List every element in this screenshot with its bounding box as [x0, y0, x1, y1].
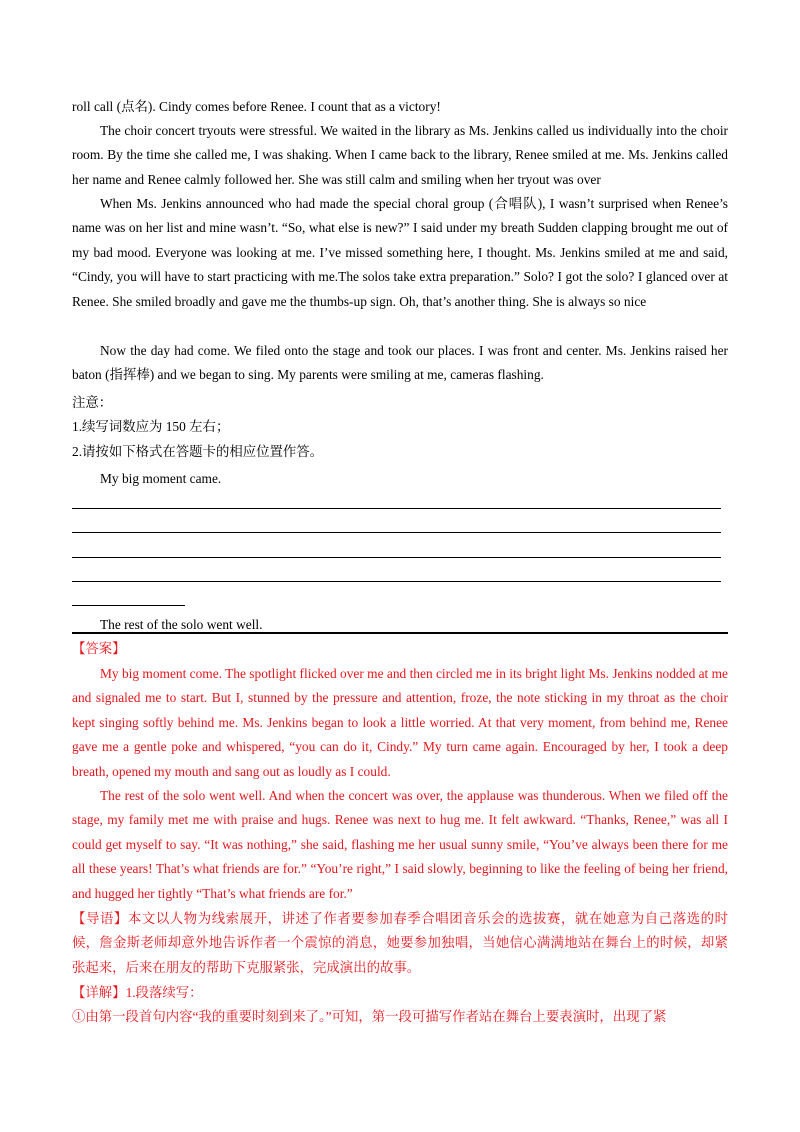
answer-line [72, 581, 721, 582]
answer-line-short [72, 605, 185, 606]
answer-label: 【答案】 [72, 641, 126, 656]
notes-item-1: 1.续写词数应为 150 左右； [72, 419, 230, 434]
prompt-start: My big moment came. [100, 471, 222, 486]
detail-point-1: ①由第一段首句内容“我的重要时刻到来了。”可知，第一段可描写作者站在舞台上要表演时，出现了紧 [72, 1009, 667, 1024]
answer-line [72, 508, 721, 509]
notes-item-2: 2.请按如下格式在答题卡的相应位置作答。 [72, 444, 324, 459]
guide-paragraph [72, 907, 728, 980]
answer-paragraph-2: The rest of the solo went well. And when the concert was over, the applause was thunderous. When we filed off the stage, my family met me with praise and hugs. Renee was next to hug me. It felt awkward. “Thanks, Renee,” was all I could get myself to say. “It was nothing,” she said, flashing me her usual sunny smile, “You’ve always been there for me all these years! That’s what friends are for.” “You’re right,” I said slowly, beginning to like the feeling of being her friend, and hugged her tightly “That’s what friends are for.” [72, 788, 728, 901]
guide-text: 本文以人物为线索展开，讲述了作者要参加春季合唱团音乐会的选拔赛，就在她意为自己落选的时候，詹金斯老师却意外地告诉作者一个震惊的消息，她要参加独唱，当她信心满满地站在舞台上的时候，却紧张起来，后来在朋友的帮助下克服紧张，完成演出的故事。 [72, 911, 729, 975]
answer-line [72, 557, 721, 558]
section-divider [72, 632, 728, 634]
answer-line [72, 532, 721, 533]
notes-heading: 注意： [72, 395, 113, 410]
detail-heading: 1.段落续写： [125, 985, 203, 1000]
story-paragraph-1: The choir concert tryouts were stressful. We waited in the library as Ms. Jenkins called us individually into the choir room. By the time she called me, I was shaking. When I came back to the library, Renee smiled at me. Ms. Jenkins called her name and Renee calmly followed her. She was still calm and smiling when her tryout was over [72, 123, 728, 187]
guide-label: 【导语】 [72, 911, 128, 926]
detail-heading-line [72, 981, 728, 1005]
answer-paragraph-1: My big moment come. The spotlight flicked over me and then circled me in its bright light Ms. Jenkins nodded at me and signaled me to start. But I, stunned by the pressure and attention, froze, the note sticking in my throat as the choir kept singing softly behind me. Ms. Jenkins began to look a little worried. At that very moment, from behind me, Renee gave me a gentle poke and whispered, “you can do it, Cindy.” My turn came again. Encouraged by her, I took a deep breath, opened my mouth and sang out as loudly as I could. [72, 666, 728, 779]
story-paragraph-0: roll call (点名). Cindy comes before Renee. I count that as a victory! [72, 99, 441, 114]
story-paragraph-3: Now the day had come. We filed onto the stage and took our places. I was front and center. Ms. Jenkins raised her baton (指挥棒) and we began to sing. My parents were smiling at me, cameras flashing. [72, 343, 728, 383]
prompt-second: The rest of the solo went well. [100, 617, 263, 632]
detail-label: 【详解】 [72, 985, 126, 1000]
story-paragraph-2: When Ms. Jenkins announced who had made the special choral group (合唱队), I wasn’t surprised when Renee’s name was on her list and mine wasn’t. “So, what else is new?” I said under my breath Sudden clapping brought me out of my bad mood. Everyone was looking at me. I’ve missed something here, I thought. Ms. Jenkins smiled at me and said, “Cindy, you will have to start practicing with me.The solos take extra preparation.” Solo? I got the solo? I glanced over at Renee. She smiled broadly and gave me the thumbs-up sign. Oh, that’s another thing. She is always so nice [72, 196, 728, 309]
